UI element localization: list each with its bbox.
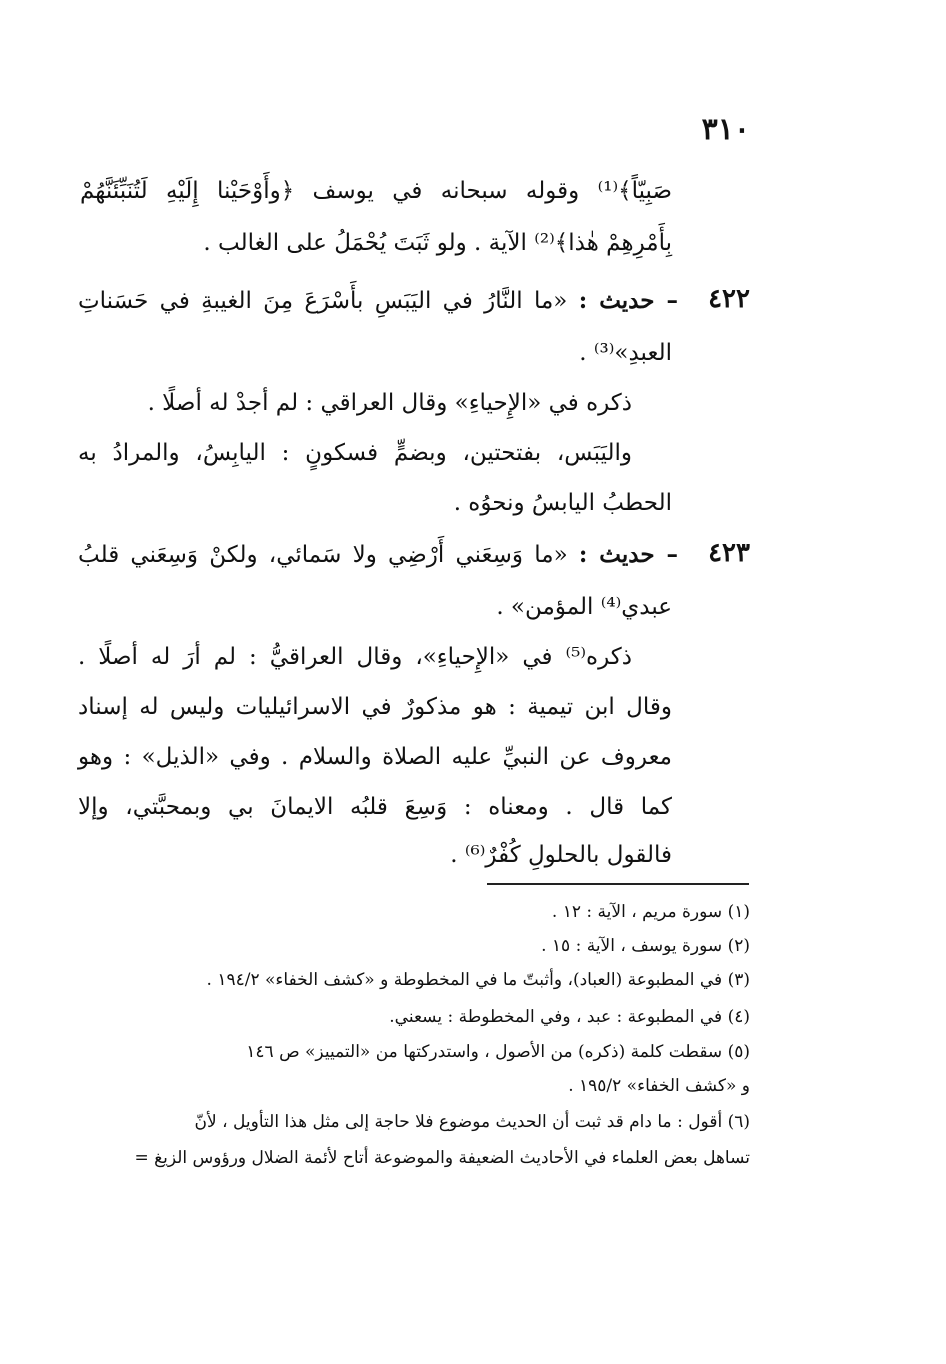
page-number: ٣١٠ — [701, 112, 750, 147]
text-line-11: وقال ابن تيمية : هو مذكورٌ في الاسرائيليات وليس له إسناد — [78, 694, 672, 720]
hadith-422-line-1 — [78, 286, 678, 320]
hadith-number-422: ٤٢٢ — [708, 284, 750, 314]
text-line-2: بِأَمْرِهِمْ هٰذا﴾⁽²⁾ الآية . ولو ثَبَتَ يُحْمَلُ على الغالب . — [203, 230, 672, 256]
footnote-6: (٦) أقول : ما دام قد ثبت أن الحديث موضوع فلا حاجة إلى مثل هذا التأويل ، لأنّ — [194, 1112, 750, 1132]
hadith-label: – حديث : — [578, 287, 678, 314]
footnote-4: (٤) في المطبوعة : عبد ، وفي المخطوطة : يسعني. — [389, 1007, 750, 1027]
footnote-5: (٥) سقطت كلمة (ذكره) من الأصول ، واستدركتها من «التمييز» ص ١٤٦ — [246, 1042, 750, 1062]
footnote-6-cont: تساهل بعض العلماء في الأحاديث الضعيفة والموضوعة أتاح لأئمة الضلال ورؤوس الزيغ = — [134, 1148, 750, 1168]
hadith-423-line-1 — [78, 540, 678, 574]
text-line-6: واليَبَس، بفتحتين، وبضمٍّ فسكونٍ : اليابِسُ، والمرادُ به — [78, 440, 632, 466]
footnote-3: (٣) في المطبوعة (العباد)، وأثبتّ ما في المخطوطة و «كشف الخفاء» ١٩٤/٢ . — [206, 970, 750, 990]
footnote-separator — [487, 883, 749, 885]
text-line-4: العبدِ»⁽³⁾ . — [579, 340, 672, 366]
text-line-12: معروف عن النبيِّ عليه الصلاة والسلام . وفي «الذيل» : وهو — [78, 744, 672, 770]
text-line-14: فالقول بالحلولِ كُفْرٌ⁽⁶⁾ . — [450, 842, 672, 868]
text-line-7: الحطبُ اليابسُ ونحوُه . — [453, 490, 672, 516]
hadith-label: – حديث : — [578, 541, 678, 568]
text-line-1: صَبِيّاً﴾⁽¹⁾ وقوله سبحانه في يوسف ﴿وأَوْحَيْنا إِلَيْهِ لَتُنَبِّئَنَّهُمْ — [80, 178, 672, 204]
hadith-text: «ما النَّارُ في اليَبَسِ بأَسْرَعَ مِنَ الغيبةِ في حَسَناتِ — [78, 288, 568, 314]
text-line-9: عبدي⁽⁴⁾ المؤمن» . — [496, 594, 672, 620]
text-line-10: ذكره⁽⁵⁾ في «الإِحياءِ»، وقال العراقيُّ : لم أرَ له أصلًا . — [78, 644, 632, 670]
text-line-5: ذكره في «الإِحياءِ» وقال العراقي : لم أجدْ له أصلًا . — [147, 390, 632, 416]
footnote-2: (٢) سورة يوسف ، الآية : ١٥ . — [541, 936, 750, 956]
text-line-13: كما قال . ومعناه : وَسِعَ قلبُه الايمانَ بي وبمحبَّتي، وإلا — [78, 794, 672, 820]
footnote-5-cont: و «كشف الخفاء» ١٩٥/٢ . — [568, 1076, 750, 1096]
footnote-1: (١) سورة مريم ، الآية : ١٢ . — [551, 902, 750, 922]
hadith-number-423: ٤٢٣ — [708, 538, 750, 568]
hadith-text: «ما وَسِعَني أَرْضِي ولا سَمائي، ولكنْ وَسِعَني قلبُ — [78, 542, 568, 568]
